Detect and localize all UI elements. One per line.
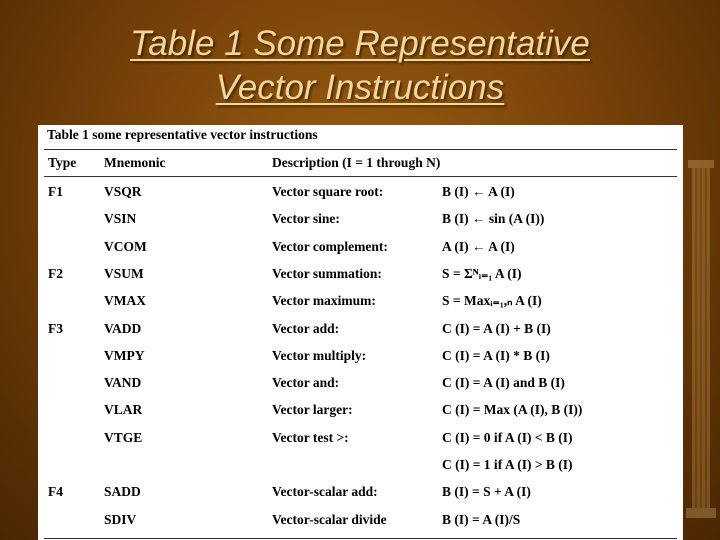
table-caption: Table 1 some representative vector instructions <box>47 127 318 142</box>
cell-mnemonic: VLAR <box>104 402 143 418</box>
cell-expression: C (I) = Max (A (I), B (I)) <box>442 402 583 418</box>
cell-mnemonic: VSQR <box>104 184 142 199</box>
cell-mnemonic: VSUM <box>104 265 144 281</box>
cell-expression: S = Maxᵢ₌₁,ₙ A (I) <box>442 293 542 309</box>
table-row <box>38 402 683 428</box>
cell-expression: A (I) ← A (I) <box>442 238 515 254</box>
cell-expression: B (I) ← A (I) <box>442 184 515 199</box>
cell-expression: C (I) = A (I) + B (I) <box>442 320 551 336</box>
table-top-rule <box>44 149 677 150</box>
table-row <box>38 512 683 538</box>
cell-expression: S = Σᴺᵢ₌₁ A (I) <box>442 265 522 281</box>
cell-mnemonic: SDIV <box>104 511 137 527</box>
cell-description: Vector multiply: <box>272 347 367 363</box>
slide-title-line1: Table 1 Some Representative <box>130 24 590 63</box>
cell-expression: C (I) = 1 if A (I) > B (I) <box>442 457 573 472</box>
table-bottom-rule <box>44 538 677 539</box>
cell-mnemonic: VCOM <box>104 238 147 254</box>
cell-description: Vector square root: <box>272 184 384 199</box>
instruction-table <box>38 125 683 540</box>
table-row <box>38 211 683 237</box>
cell-description: Vector test >: <box>272 429 349 445</box>
decorative-column-graphic <box>682 140 720 540</box>
cell-description: Vector larger: <box>272 402 353 418</box>
table-row <box>38 430 683 456</box>
table-row <box>38 484 683 510</box>
table-row <box>38 348 683 374</box>
cell-description: Vector and: <box>272 375 340 391</box>
table-header-rule <box>44 176 677 177</box>
cell-expression: B (I) ← sin (A (I)) <box>442 211 545 227</box>
table-row <box>38 184 683 210</box>
cell-description: Vector-scalar divide <box>272 511 387 527</box>
cell-description: Vector add: <box>272 320 340 336</box>
header-mnemonic: Mnemonic <box>104 155 166 170</box>
table-header-row <box>38 155 683 181</box>
header-type: Type <box>48 155 77 170</box>
cell-expression: B (I) = A (I)/S <box>442 511 521 527</box>
cell-mnemonic: VMPY <box>104 347 145 363</box>
table-row <box>38 375 683 401</box>
cell-description: Vector maximum: <box>272 293 376 309</box>
cell-description: Vector complement: <box>272 238 388 254</box>
cell-expression: C (I) = A (I) * B (I) <box>442 347 550 363</box>
cell-expression: B (I) = S + A (I) <box>442 484 531 500</box>
cell-type: F3 <box>48 320 63 336</box>
cell-mnemonic: VMAX <box>104 293 146 309</box>
table-row <box>38 266 683 292</box>
cell-mnemonic: SADD <box>104 484 141 500</box>
cell-description: Vector-scalar add: <box>272 484 378 500</box>
cell-mnemonic: VTGE <box>104 429 143 445</box>
cell-expression: C (I) = 0 if A (I) < B (I) <box>442 429 573 445</box>
cell-mnemonic: VSIN <box>104 211 137 227</box>
slide-title-line2: Vector Instructions <box>215 68 505 107</box>
cell-mnemonic: VADD <box>104 320 142 336</box>
cell-description: Vector sine: <box>272 211 340 227</box>
slide-title <box>0 22 720 110</box>
cell-expression: C (I) = A (I) and B (I) <box>442 375 565 391</box>
cell-description: Vector summation: <box>272 265 382 281</box>
cell-mnemonic: VAND <box>104 375 142 391</box>
table-row <box>38 239 683 265</box>
cell-type: F1 <box>48 184 63 199</box>
table-row <box>38 457 683 483</box>
cell-type: F2 <box>48 265 63 281</box>
table-row <box>38 293 683 319</box>
table-row <box>38 321 683 347</box>
header-description: Description (I = 1 through N) <box>272 155 441 170</box>
cell-type: F4 <box>48 484 63 500</box>
